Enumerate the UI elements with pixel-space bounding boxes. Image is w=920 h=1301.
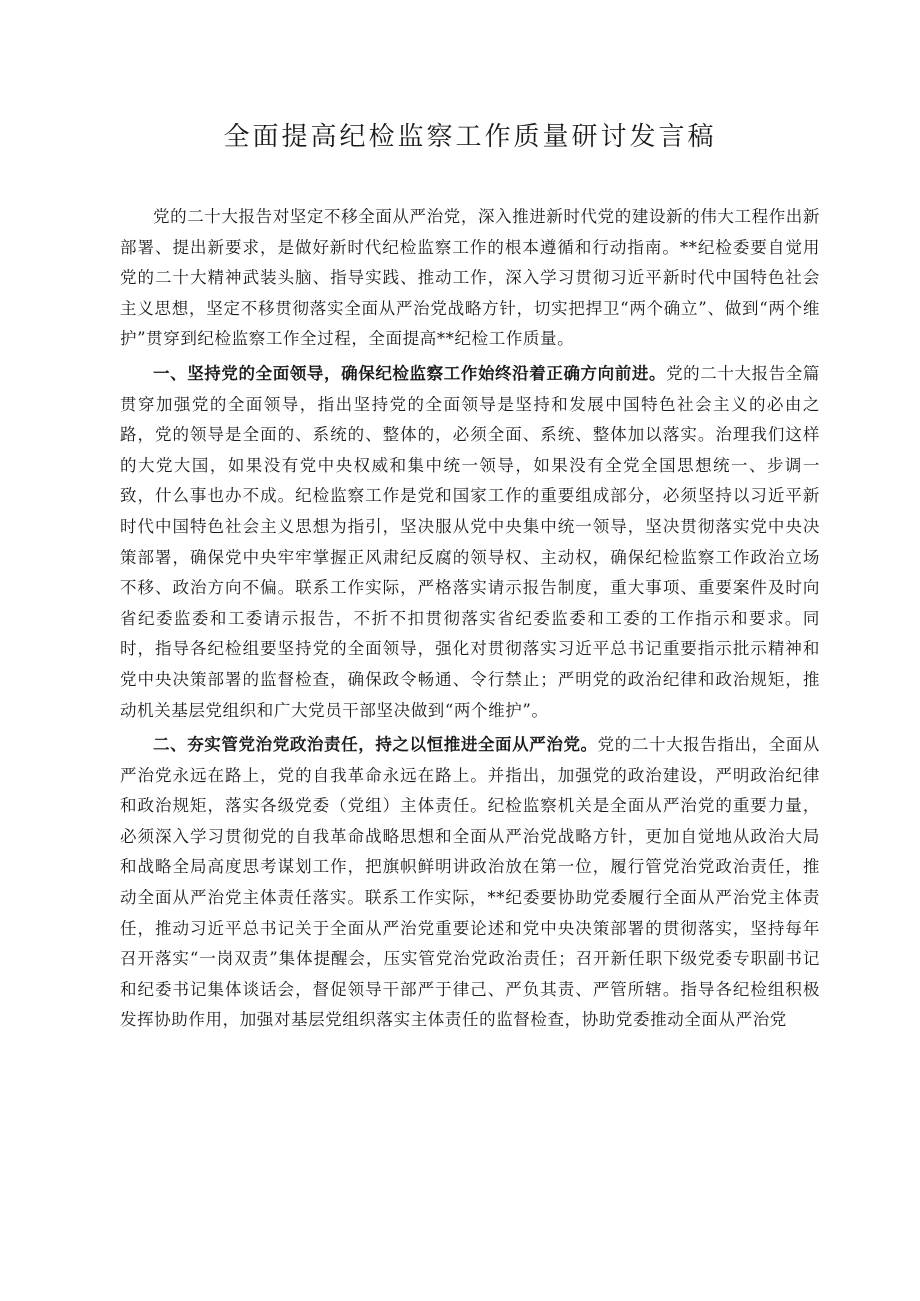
intro-paragraph: 党的二十大报告对坚定不移全面从严治党，深入推进新时代党的建设新的伟大工程作出新部署、提出新要求，是做好新时代纪检监察工作的根本遵循和行动指南。**纪检委要自觉用党的二十大精神武装头脑、指导实践、推动工作，深入学习贯彻习近平新时代中国特色社会主义思想，坚定不移贯彻落实全面从严治党战略方针，切实把捍卫“两个确立”、做到“两个维护”贯穿到纪检监察工作全过程，全面提高**纪检工作质量。: [120, 207, 820, 349]
document-title: 全面提高纪检监察工作质量研讨发言稿: [223, 122, 717, 152]
section-1-paragraph: [120, 359, 820, 726]
section-1-heading: 一、坚持党的全面领导，确保纪检监察工作始终沿着正确方向前进。: [153, 363, 667, 383]
section-2-paragraph: [120, 730, 820, 1036]
section-1-text: 党的二十大报告全篇贯穿加强党的全面领导，指出坚持党的全面领导是坚持和发展中国特色社会主义的必由之路，党的领导是全面的、系统的、整体的，必须全面、系统、整体加以落实。治理我们这样的大党大国，如果没有党中央权威和集中统一领导，如果没有全党全国思想统一、步调一致，什么事也办不成。纪检监察工作是党和国家工作的重要组成部分，必须坚持以习近平新时代中国特色社会主义思想为指引，坚决服从党中央集中统一领导，坚决贯彻落实党中央决策部署，确保党中央牢牢掌握正风肃纪反腐的领导权、主动权，确保纪检监察工作政治立场不移、政治方向不偏。联系工作实际，严格落实请示报告制度，重大事项、重要案件及时向省纪委监委和工委请示报告，不折不扣贯彻落实省纪委监委和工委的工作指示和要求。同时，指导各纪检组要坚持党的全面领导，强化对贯彻落实习近平总书记重要指示批示精神和党中央决策部署的监督检查，确保政令畅通、令行禁止；严明党的政治纪律和政治规矩，推动机关基层党组织和广大党员干部坚决做到“两个维护”。: [120, 363, 820, 720]
section-2-heading: 二、夯实管党治党政治责任，持之以恒推进全面从严治党。: [153, 735, 598, 755]
section-2-text: 党的二十大报告指出，全面从严治党永远在路上，党的自我革命永远在路上。并指出，加强党的政治建设，严明政治纪律和政治规矩，落实各级党委（党组）主体责任。纪检监察机关是全面从严治党的重要力量，必须深入学习贯彻党的自我革命战略思想和全面从严治党战略方针，更加自觉地从政治大局和战略全局高度思考谋划工作，把旗帜鲜明讲政治放在第一位，履行管党治党政治责任，推动全面从严治党主体责任落实。联系工作实际，**纪委要协助党委履行全面从严治党主体责任，推动习近平总书记关于全面从严治党重要论述和党中央决策部署的贯彻落实，坚持每年召开落实“一岗双责”集体提醒会，压实管党治党政治责任；召开新任职下级党委专职副书记和纪委书记集体谈话会，督促领导干部严于律己、严负其责、严管所辖。指导各纪检组积极发挥协助作用，加强对基层党组织落实主体责任的监督检查，协助党委推动全面从严治党: [120, 735, 820, 1030]
document-body: [120, 202, 820, 1036]
